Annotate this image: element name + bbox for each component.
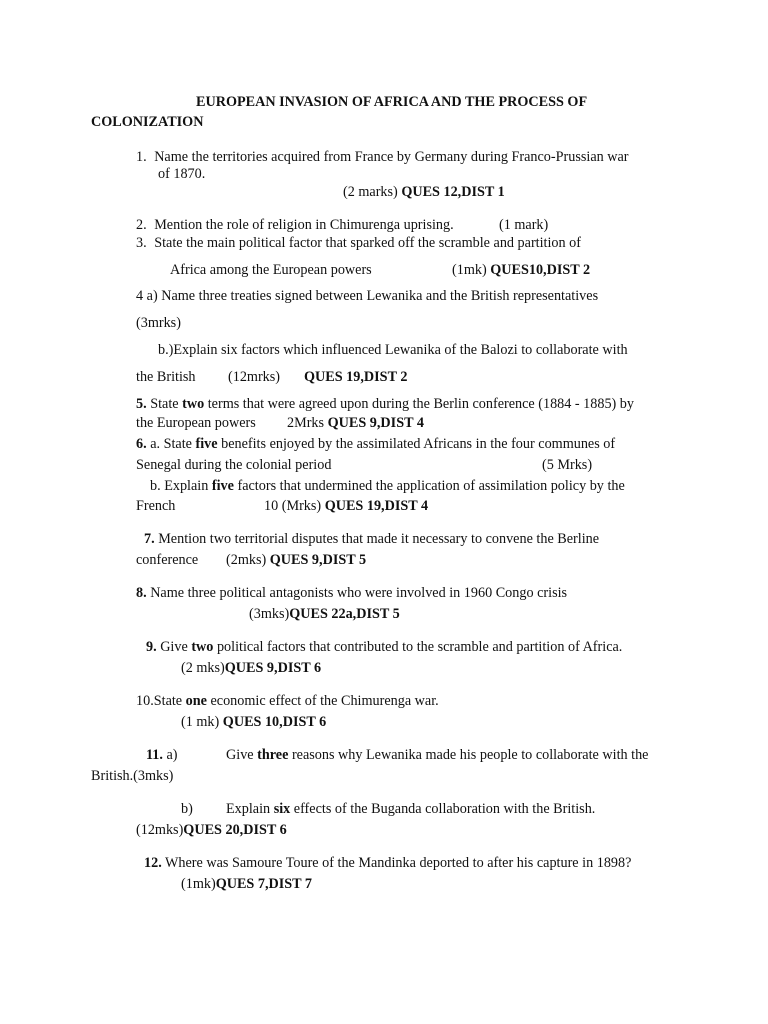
question-6b-marks — [264, 497, 428, 515]
question-10 — [136, 692, 439, 710]
question-reference: QUES 22a,DIST 5 — [289, 606, 400, 622]
question-4-reference: QUES 19,DIST 2 — [304, 369, 408, 385]
question-text: Name three political antagonists who were involved in 1960 Congo crisis — [146, 585, 568, 601]
question-2-marks: (1 mark) — [499, 217, 549, 233]
question-text: effects of the Buganda collaboration with the British. — [290, 801, 596, 817]
question-4b: b.)Explain six factors which influenced Lewanika of the Balozi to collaborate with — [158, 342, 628, 358]
question-text: Mention two territorial disputes that made it necessary to convene the Berline — [154, 531, 600, 547]
document-title: EUROPEAN INVASION OF AFRICA AND THE PROCESS OF — [196, 94, 588, 110]
emphasis: two — [191, 639, 214, 655]
question-8-marks — [249, 605, 400, 623]
sub-question-label: a) — [162, 747, 178, 763]
question-reference: QUES 7,DIST 7 — [215, 876, 313, 892]
question-1-cont: of 1870. — [158, 166, 206, 182]
marks-text: (2mks) — [226, 552, 270, 568]
question-text: Give — [156, 639, 192, 655]
question-text: reasons why Lewanika made his people to collaborate with the — [288, 747, 649, 763]
marks-text: 10 (Mrks) — [264, 498, 325, 514]
question-number: 11. — [146, 747, 163, 763]
question-number: 6. — [136, 436, 147, 452]
question-reference: QUES 20,DIST 6 — [183, 822, 287, 838]
question-3-marks — [452, 261, 590, 279]
emphasis: five — [195, 436, 218, 452]
question-reference: QUES 9,DIST 4 — [327, 415, 424, 431]
question-reference: QUES10,DIST 2 — [490, 262, 591, 278]
marks-text: (12mks) — [136, 822, 184, 838]
question-text: Where was Samoure Toure of the Mandinka deported to after his capture in 1898? — [161, 855, 632, 871]
question-4a-marks: (3mrks) — [136, 315, 181, 331]
marks-text: (3mks) — [249, 606, 290, 622]
question-6b-cont: French — [136, 498, 176, 514]
question-6a-cont: Senegal during the colonial period — [136, 457, 332, 473]
question-number: 1. — [136, 149, 147, 165]
question-6a — [136, 435, 615, 453]
question-text: Explain — [226, 801, 274, 817]
question-number: 12. — [144, 855, 162, 871]
question-9 — [146, 638, 622, 656]
question-9-marks — [181, 659, 321, 677]
question-text: terms that were agreed upon during the Berlin conference (1884 - 1885) by — [204, 396, 634, 412]
emphasis: six — [273, 801, 291, 817]
marks-text: (1 mk) — [181, 714, 223, 730]
question-11b — [226, 800, 595, 818]
question-12 — [144, 854, 631, 872]
question-number: 3. — [136, 235, 147, 251]
question-5-cont: the European powers — [136, 415, 256, 431]
question-number: 9. — [146, 639, 157, 655]
question-11a — [226, 746, 648, 764]
question-3 — [136, 234, 581, 252]
question-reference: QUES 12,DIST 1 — [401, 184, 505, 200]
question-3-cont: Africa among the European powers — [170, 262, 372, 278]
question-text: economic effect of the Chimurenga war. — [206, 693, 439, 709]
marks-text: 2Mrks — [287, 415, 328, 431]
question-12-marks — [181, 875, 312, 893]
question-text: factors that undermined the application of assimilation policy by the — [233, 478, 625, 494]
question-4b-marks: (12mrks) — [228, 369, 281, 385]
question-reference: QUES 19,DIST 4 — [324, 498, 429, 514]
question-11b-label: b) — [181, 801, 193, 817]
emphasis: two — [182, 396, 205, 412]
question-2 — [136, 216, 454, 234]
marks-text: (1mk) — [452, 262, 491, 278]
question-7-marks — [226, 551, 366, 569]
question-reference: QUES 10,DIST 6 — [222, 714, 327, 730]
question-number: 2. — [136, 217, 147, 233]
question-reference: QUES 9,DIST 5 — [269, 552, 367, 568]
question-text: State — [146, 396, 183, 412]
question-11a-cont: British.(3mks) — [91, 768, 174, 784]
question-4a: 4 a) Name three treaties signed between Lewanika and the British representatives — [136, 288, 599, 304]
question-text: Mention the role of religion in Chimurenga uprising. — [154, 217, 454, 233]
emphasis: five — [211, 478, 234, 494]
question-text: 10.State — [136, 693, 186, 709]
question-11b-marks — [136, 821, 287, 839]
question-1-marks — [343, 183, 505, 201]
question-11a-label — [146, 746, 178, 764]
question-number: 8. — [136, 585, 147, 601]
question-number: 7. — [144, 531, 155, 547]
question-text: political factors that contributed to the scramble and partition of Africa. — [213, 639, 623, 655]
marks-text: (1mk) — [181, 876, 216, 892]
question-7 — [144, 530, 599, 548]
question-5 — [136, 395, 634, 413]
question-text: b. Explain — [150, 478, 212, 494]
question-number: 5. — [136, 396, 147, 412]
emphasis: one — [185, 693, 207, 709]
question-1 — [136, 148, 629, 166]
question-8 — [136, 584, 567, 602]
question-reference: QUES 9,DIST 6 — [224, 660, 322, 676]
question-6a-marks: (5 Mrks) — [542, 457, 593, 473]
question-text: Give — [226, 747, 258, 763]
question-text: State the main political factor that sparked off the scramble and partition of — [154, 235, 581, 251]
question-10-marks — [181, 713, 326, 731]
marks-text: (2 marks) — [343, 184, 402, 200]
document-title-cont: COLONIZATION — [91, 114, 204, 130]
question-4b-cont: the British — [136, 369, 196, 385]
question-7-cont: conference — [136, 552, 199, 568]
question-6b — [150, 477, 625, 495]
question-5-marks — [287, 414, 424, 432]
marks-text: (2 mks) — [181, 660, 225, 676]
question-text: Name the territories acquired from France by Germany during Franco-Prussian war — [154, 149, 629, 165]
question-text: benefits enjoyed by the assimilated Africans in the four communes of — [217, 436, 616, 452]
question-text: a. State — [146, 436, 196, 452]
emphasis: three — [257, 747, 289, 763]
